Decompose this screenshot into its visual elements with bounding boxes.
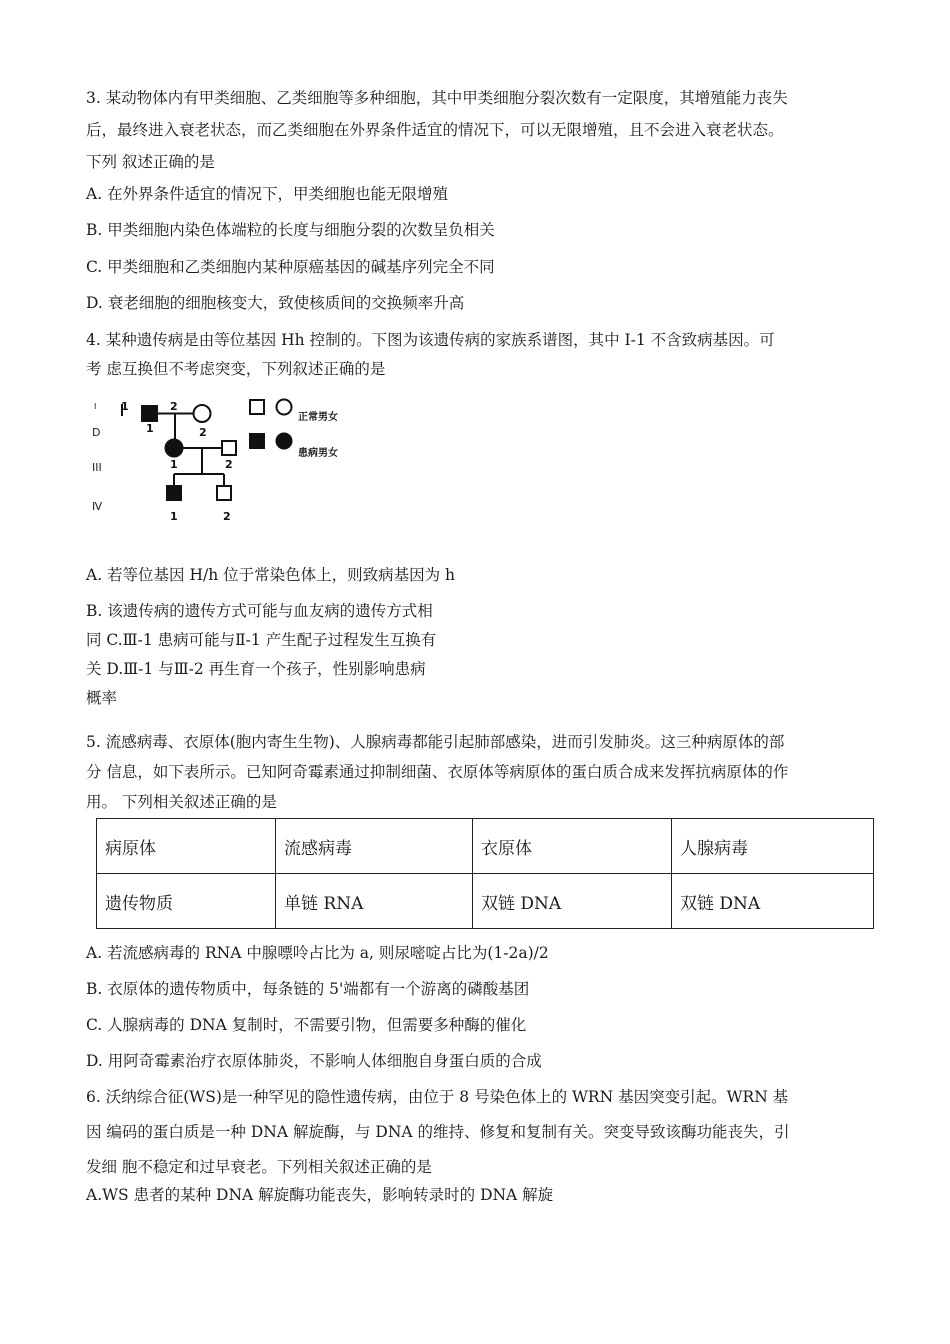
pedigree-chart bbox=[86, 396, 386, 531]
gen-label-2: D bbox=[92, 426, 101, 439]
legend-normal-female bbox=[277, 400, 292, 415]
legend-affected-male bbox=[250, 434, 264, 448]
q3-option-d: D. 衰老细胞的细胞核变大，致使核质间的交换频率升高 bbox=[86, 294, 465, 312]
gen3-normal-male bbox=[217, 486, 231, 500]
q4-option-b-line-1: B. 该遗传病的遗传方式可能与血友病的遗传方式相 bbox=[86, 602, 433, 620]
table-cell: 病原体 bbox=[97, 819, 276, 874]
legend-affected-label: 患病男女 bbox=[298, 448, 338, 459]
pedigree-num: 2 bbox=[199, 426, 207, 439]
q4-option-b-line-2: 同 C.Ⅲ-1 患病可能与Ⅱ-1 产生配子过程发生互换有 bbox=[86, 631, 437, 649]
pedigree-num: 2 bbox=[170, 400, 178, 413]
q4-option-b-line-3: 关 D.Ⅲ-1 与Ⅲ-2 再生育一个孩子，性别影响患病 bbox=[86, 660, 426, 678]
q6-option-a: A.WS 患者的某种 DNA 解旋酶功能丧失，影响转录时的 DNA 解旋 bbox=[86, 1186, 554, 1204]
table-cell: 单链 RNA bbox=[276, 874, 473, 929]
q3-option-a: A. 在外界条件适宜的情况下，甲类细胞也能无限增殖 bbox=[86, 185, 449, 203]
pedigree-num: 2 bbox=[225, 458, 233, 471]
q5-option-b: B. 衣原体的遗传物质中，每条链的 5'端都有一个游离的磷酸基团 bbox=[86, 980, 530, 998]
pedigree-num: 1 bbox=[170, 510, 178, 523]
q5-option-d: D. 用阿奇霉素治疗衣原体肺炎，不影响人体细胞自身蛋白质的合成 bbox=[86, 1052, 542, 1070]
q3-stem-line-1: 3. 某动物体内有甲类细胞、乙类细胞等多种细胞，其中甲类细胞分裂次数有一定限度，其增殖能力丧失 bbox=[86, 89, 788, 107]
q5-stem-line-1: 5. 流感病毒、衣原体(胞内寄生生物)、人腺病毒都能引起肺部感染，进而引发肺炎。这三种病原体的部 bbox=[86, 733, 785, 751]
legend-normal-label: 正常男女 bbox=[298, 412, 338, 423]
table-row bbox=[97, 874, 874, 929]
gen2-affected-female bbox=[166, 440, 183, 457]
q3-option-c: C. 甲类细胞和乙类细胞内某种原癌基因的碱基序列完全不同 bbox=[86, 258, 495, 276]
q4-option-b-line-4: 概率 bbox=[86, 689, 118, 707]
q5-stem-line-2: 分 信息，如下表所示。已知阿奇霉素通过抑制细菌、衣原体等病原体的蛋白质合成来发挥抗病原体的作 bbox=[86, 763, 789, 781]
gen-label-3: III bbox=[92, 461, 102, 474]
table-cell: 遗传物质 bbox=[97, 874, 276, 929]
pathogen-table bbox=[96, 818, 874, 929]
q4-stem-line-2: 考 虑互换但不考虑突变，下列叙述正确的是 bbox=[86, 360, 386, 378]
table-cell: 衣原体 bbox=[473, 819, 672, 874]
q5-option-c: C. 人腺病毒的 DNA 复制时，不需要引物，但需要多种酶的催化 bbox=[86, 1016, 527, 1034]
q3-option-b: B. 甲类细胞内染色体端粒的长度与细胞分裂的次数呈负相关 bbox=[86, 221, 495, 239]
pedigree-num: 1 bbox=[170, 458, 178, 471]
gen3-affected-male bbox=[167, 486, 181, 500]
q4-option-a: A. 若等位基因 H/h 位于常染色体上，则致病基因为 h bbox=[86, 566, 456, 584]
q3-stem-line-3: 下列 叙述正确的是 bbox=[86, 153, 215, 171]
q6-stem-line-2: 因 编码的蛋白质是一种 DNA 解旋酶，与 DNA 的维持、修复和复制有关。突变导致该酶功能丧失，引 bbox=[86, 1123, 790, 1141]
q3-stem-line-2: 后，最终进入衰老状态，而乙类细胞在外界条件适宜的情况下，可以无限增殖，且不会进入衰老状态。 bbox=[86, 121, 784, 139]
gen1-normal-female bbox=[194, 405, 211, 422]
gen2-normal-male bbox=[222, 441, 236, 455]
gen-label-1: I bbox=[94, 402, 97, 411]
table-cell: 双链 DNA bbox=[672, 874, 874, 929]
q5-option-a: A. 若流感病毒的 RNA 中腺嘌呤占比为 a, 则尿嘧啶占比为(1-2a)/2 bbox=[86, 944, 549, 962]
gen1-affected-male bbox=[142, 406, 157, 421]
table-cell: 流感病毒 bbox=[276, 819, 473, 874]
q5-stem-line-3: 用。 下列相关叙述正确的是 bbox=[86, 793, 277, 811]
gen-label-4: Ⅳ bbox=[92, 500, 103, 513]
table-cell: 双链 DNA bbox=[473, 874, 672, 929]
table-row bbox=[97, 819, 874, 874]
pedigree-num: 1 bbox=[146, 422, 154, 435]
legend-normal-male bbox=[250, 400, 264, 414]
q6-stem-line-1: 6. 沃纳综合征(WS)是一种罕见的隐性遗传病，由位于 8 号染色体上的 WRN 基因突变引起。WRN 基 bbox=[86, 1088, 789, 1106]
q6-stem-line-3: 发细 胞不稳定和过早衰老。下列相关叙述正确的是 bbox=[86, 1158, 432, 1176]
legend-affected-female bbox=[277, 434, 292, 449]
q4-stem-line-1: 4. 某种遗传病是由等位基因 Hh 控制的。下图为该遗传病的家族系谱图，其中 I-1 不含致病基因。可 bbox=[86, 331, 775, 349]
pedigree-num: 2 bbox=[223, 510, 231, 523]
table-cell: 人腺病毒 bbox=[672, 819, 874, 874]
pedigree-num: 1 bbox=[121, 400, 129, 413]
